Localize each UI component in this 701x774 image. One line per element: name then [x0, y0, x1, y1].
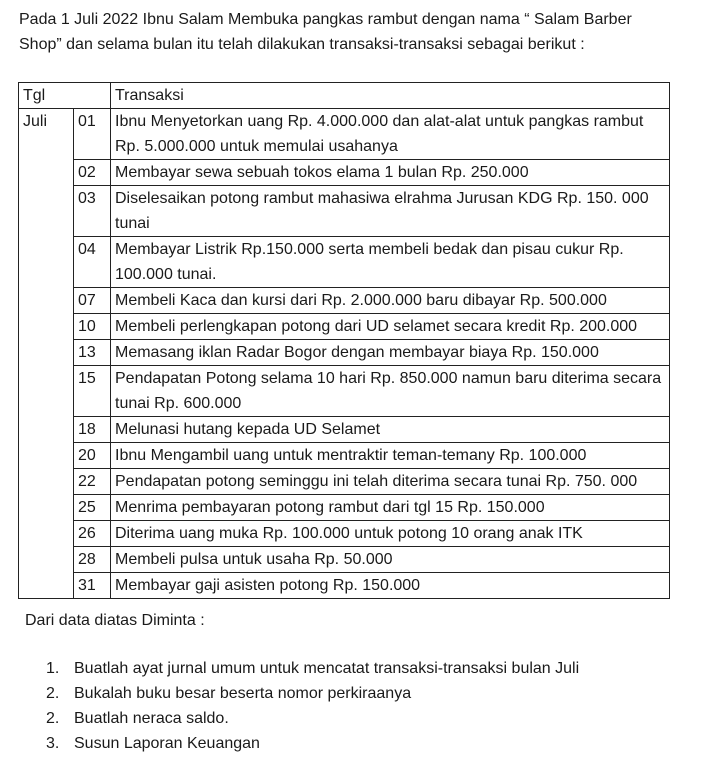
month-cell: Juli — [19, 109, 74, 599]
table-row — [19, 109, 670, 160]
header-transaksi: Transaksi — [111, 83, 670, 109]
list-item — [46, 681, 579, 706]
day-cell: 01 — [74, 109, 111, 160]
instruction-heading: Dari data diatas Diminta : — [25, 612, 205, 629]
task-text: Buatlah ayat jurnal umum untuk mencatat transaksi-transaksi bulan Juli — [74, 660, 580, 677]
table-header-row — [19, 83, 670, 109]
day-cell: 13 — [74, 340, 111, 366]
transaction-cell: Membayar sewa sebuah tokos elama 1 bulan Rp. 250.000 — [111, 160, 670, 186]
task-number: 3. — [46, 735, 60, 752]
transaction-cell: Membeli Kaca dan kursi dari Rp. 2.000.000 baru dibayar Rp. 500.000 — [111, 288, 670, 314]
day-cell: 28 — [74, 547, 111, 573]
day-cell: 22 — [74, 469, 111, 495]
day-cell: 02 — [74, 160, 111, 186]
transaction-cell: Diterima uang muka Rp. 100.000 untuk potong 10 orang anak ITK — [111, 521, 670, 547]
table-row — [19, 237, 670, 288]
table-row — [19, 573, 670, 599]
task-list — [46, 656, 579, 756]
day-cell: 10 — [74, 314, 111, 340]
day-cell: 07 — [74, 288, 111, 314]
task-text: Bukalah buku besar beserta nomor perkiraanya — [74, 685, 412, 702]
table-row — [19, 186, 670, 237]
list-item — [46, 706, 579, 731]
transaction-cell: Membeli pulsa untuk usaha Rp. 50.000 — [111, 547, 670, 573]
transaction-cell: Ibnu Mengambil uang untuk mentraktir teman-temany Rp. 100.000 — [111, 443, 670, 469]
day-cell: 31 — [74, 573, 111, 599]
task-number: 1. — [46, 660, 60, 677]
list-item — [46, 731, 579, 756]
transaction-cell: Membayar gaji asisten potong Rp. 150.000 — [111, 573, 670, 599]
task-number: 2. — [46, 710, 60, 727]
transaction-cell: Ibnu Menyetorkan uang Rp. 4.000.000 dan alat-alat untuk pangkas rambut Rp. 5.000.000 untuk memulai usahanya — [111, 109, 670, 160]
transaction-cell: Memasang iklan Radar Bogor dengan membayar biaya Rp. 150.000 — [111, 340, 670, 366]
table-row — [19, 547, 670, 573]
table-row — [19, 366, 670, 417]
table-row — [19, 469, 670, 495]
day-cell: 03 — [74, 186, 111, 237]
table-row — [19, 443, 670, 469]
table-row — [19, 340, 670, 366]
day-cell: 25 — [74, 495, 111, 521]
transaction-cell: Pendapatan potong seminggu ini telah diterima secara tunai Rp. 750. 000 — [111, 469, 670, 495]
transaction-cell: Menrima pembayaran potong rambut dari tgl 15 Rp. 150.000 — [111, 495, 670, 521]
day-cell: 20 — [74, 443, 111, 469]
task-text: Susun Laporan Keuangan — [74, 735, 260, 752]
transaction-cell: Diselesaikan potong rambut mahasiwa elrahma Jurusan KDG Rp. 150. 000 tunai — [111, 186, 670, 237]
day-cell: 04 — [74, 237, 111, 288]
header-tgl: Tgl — [19, 83, 111, 109]
day-cell: 26 — [74, 521, 111, 547]
transaction-cell: Melunasi hutang kepada UD Selamet — [111, 417, 670, 443]
table-row — [19, 521, 670, 547]
task-number: 2. — [46, 685, 60, 702]
transaction-cell: Membeli perlengkapan potong dari UD selamet secara kredit Rp. 200.000 — [111, 314, 670, 340]
day-cell: 18 — [74, 417, 111, 443]
transaction-table — [18, 82, 670, 599]
list-item — [46, 656, 579, 681]
table-row — [19, 160, 670, 186]
table-row — [19, 288, 670, 314]
task-text: Buatlah neraca saldo. — [74, 710, 229, 727]
intro-paragraph: Pada 1 Juli 2022 Ibnu Salam Membuka pangkas rambut dengan nama “ Salam Barber Shop” dan selama bulan itu telah dilakukan transaksi-transaksi sebagai berikut : — [19, 11, 632, 53]
day-cell: 15 — [74, 366, 111, 417]
transaction-cell: Membayar Listrik Rp.150.000 serta membeli bedak dan pisau cukur Rp. 100.000 tunai. — [111, 237, 670, 288]
table-row — [19, 417, 670, 443]
table-row — [19, 495, 670, 521]
table-row — [19, 314, 670, 340]
transaction-cell: Pendapatan Potong selama 10 hari Rp. 850.000 namun baru diterima secara tunai Rp. 600.000 — [111, 366, 670, 417]
